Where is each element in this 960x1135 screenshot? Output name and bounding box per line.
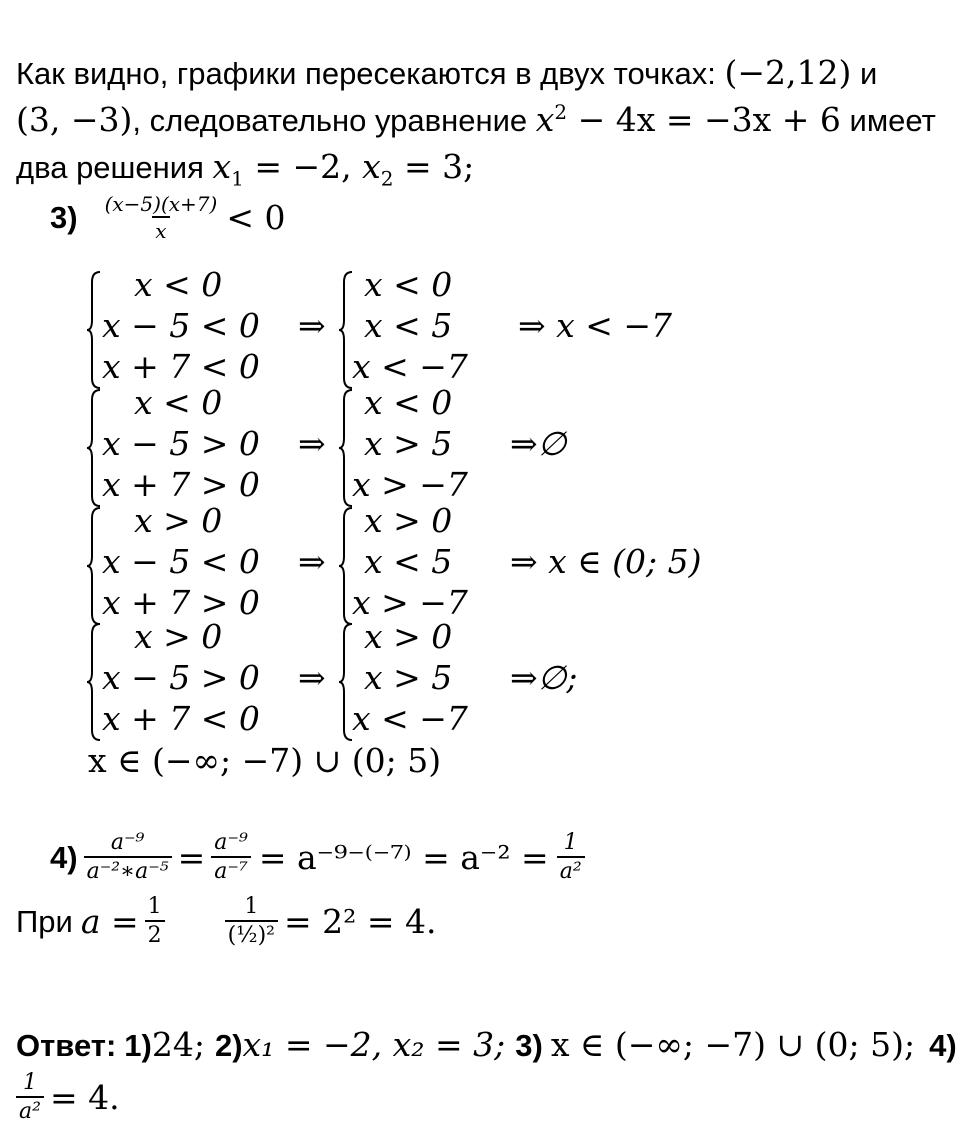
half-fraction [145,896,165,947]
intro-text-has: имеет [849,103,936,138]
left-brace-1 [86,270,102,395]
answer-p1-label: 1) [124,1028,152,1063]
answer-p3-value: x ∈ (−∞; −7) ∪ (0; 5); [550,1025,916,1064]
system-result-1: ⇒ x < −7 [518,306,673,345]
answer-line-2 [16,1072,120,1123]
system-4-left-1: x > 0 [134,617,223,656]
task4-substitution [16,896,436,947]
system-4-left-2: x − 5 > 0 [102,658,260,697]
root-val-2: = 3; [393,147,475,186]
root-sub-1: 1 [231,166,244,191]
system-1-left-1: x < 0 [134,265,223,304]
system-3-mid-2: x < 5 [364,542,453,581]
answer-p1-value: 24; [151,1025,205,1064]
task4-frac-1 [84,832,172,883]
eq-var-x: x [535,100,555,139]
task4-frac-3 [557,832,585,883]
system-3-left-1: x > 0 [134,501,223,540]
task4-frac2-den: a⁻⁷ [211,856,251,883]
task3-relation: < 0 [226,198,286,237]
system-2-left-2: x − 5 > 0 [102,424,260,463]
left-brace-2 [86,388,102,513]
intro-text-1: Как видно, графики пересекаются в двух точках: [16,56,716,91]
system-result-4: ⇒∅; [510,658,578,697]
answer-p4-fraction [16,1072,44,1123]
implies-arrow-1: ⇒ [298,306,326,345]
calc-result: = 2² = 4. [283,902,437,941]
eq-power: 2 [554,100,568,124]
implies-arrow-2: ⇒ [298,424,326,463]
implies-arrow-3: ⇒ [298,542,326,581]
task4-frac-2 [211,832,251,883]
task4-frac1-den: a⁻²∗a⁻⁵ [84,856,172,883]
system-result-2: ⇒∅ [510,424,567,463]
system-1-mid-1: x < 0 [364,265,453,304]
answer-p4-den: a² [16,1096,44,1123]
half-den: 2 [145,920,165,947]
task4-frac2-num: a⁻⁹ [214,830,248,855]
calc-num: 1 [244,894,259,919]
task4-frac3-num: 1 [563,830,578,855]
task4-eq: = [177,838,206,877]
system-3-left-2: x − 5 < 0 [102,542,260,581]
system-result-3: ⇒ x ∈ (0; 5) [510,542,702,581]
intro-text-3: два решения [16,150,204,185]
root-var-2: x [362,147,381,186]
task3-answer: x ∈ (−∞; −7) ∪ (0; 5) [88,741,442,780]
system-3-mid-1: x > 0 [364,501,453,540]
implies-arrow-4: ⇒ [298,658,326,697]
intro-line-1 [16,53,878,92]
at-var: a = [80,902,139,941]
system-2-mid-1: x < 0 [364,383,453,422]
task4-label: 4) [50,840,78,875]
root-sub-2: 2 [380,166,394,191]
conjunction-and: и [859,56,878,91]
system-2-mid-2: x > 5 [364,424,453,463]
system-4-mid-2: x > 5 [364,658,453,697]
calc-fraction [225,896,278,947]
system-4-mid-3: x < −7 [352,699,468,738]
equation-rest: − 4x = −3x + 6 [567,100,841,139]
intro-line-3 [16,147,475,191]
left-brace-3 [86,506,102,631]
answer-p2-label: 2) [214,1028,243,1063]
root-var-1: x [212,147,232,186]
system-4-mid-1: x > 0 [364,617,453,656]
intro-text-2: , следовательно уравнение [132,103,528,138]
system-3-left-3: x + 7 > 0 [102,583,260,622]
intro-line-2 [16,100,936,139]
system-4-left-3: x + 7 < 0 [102,699,260,738]
task4-frac3-den: a² [557,856,585,883]
task3-label: 3) [50,200,78,235]
left-brace-4 [86,622,102,747]
answer-label: Ответ: [16,1028,117,1063]
answer-p2-value: x₁ = −2, x₂ = 3; [242,1025,506,1064]
system-3-mid-3: x > −7 [352,583,468,622]
system-2-left-3: x + 7 > 0 [102,465,260,504]
root-val-1: = −2, [243,147,352,186]
task3-header [50,194,285,241]
task4-chain: = a⁻⁹⁻⁽⁻⁷⁾ = a⁻² = [258,838,549,877]
answer-line [16,1025,957,1064]
task4-frac1-num: a⁻⁹ [110,830,145,855]
system-1-left-2: x − 5 < 0 [102,306,260,345]
answer-p4-num: 1 [22,1070,37,1095]
task3-frac-den: x [152,216,169,241]
system-2-left-1: x < 0 [134,383,223,422]
system-1-left-3: x + 7 < 0 [102,347,260,386]
calc-den: (½)² [225,920,278,947]
point-1: (−2,12) [724,53,852,92]
task4-line [50,832,585,883]
point-2: (3, −3) [16,100,133,139]
answer-p3-label: 3) [515,1028,543,1063]
task3-fraction [102,194,221,241]
answer-p4-value: = 4. [49,1078,120,1117]
system-1-mid-3: x < −7 [352,347,468,386]
task3-frac-num: (x−5)(x+7) [104,192,218,216]
at-text: При [16,904,73,939]
answer-p4-label: 4) [929,1028,957,1063]
half-num: 1 [147,894,162,919]
system-2-mid-3: x > −7 [352,465,468,504]
system-1-mid-2: x < 5 [364,306,453,345]
